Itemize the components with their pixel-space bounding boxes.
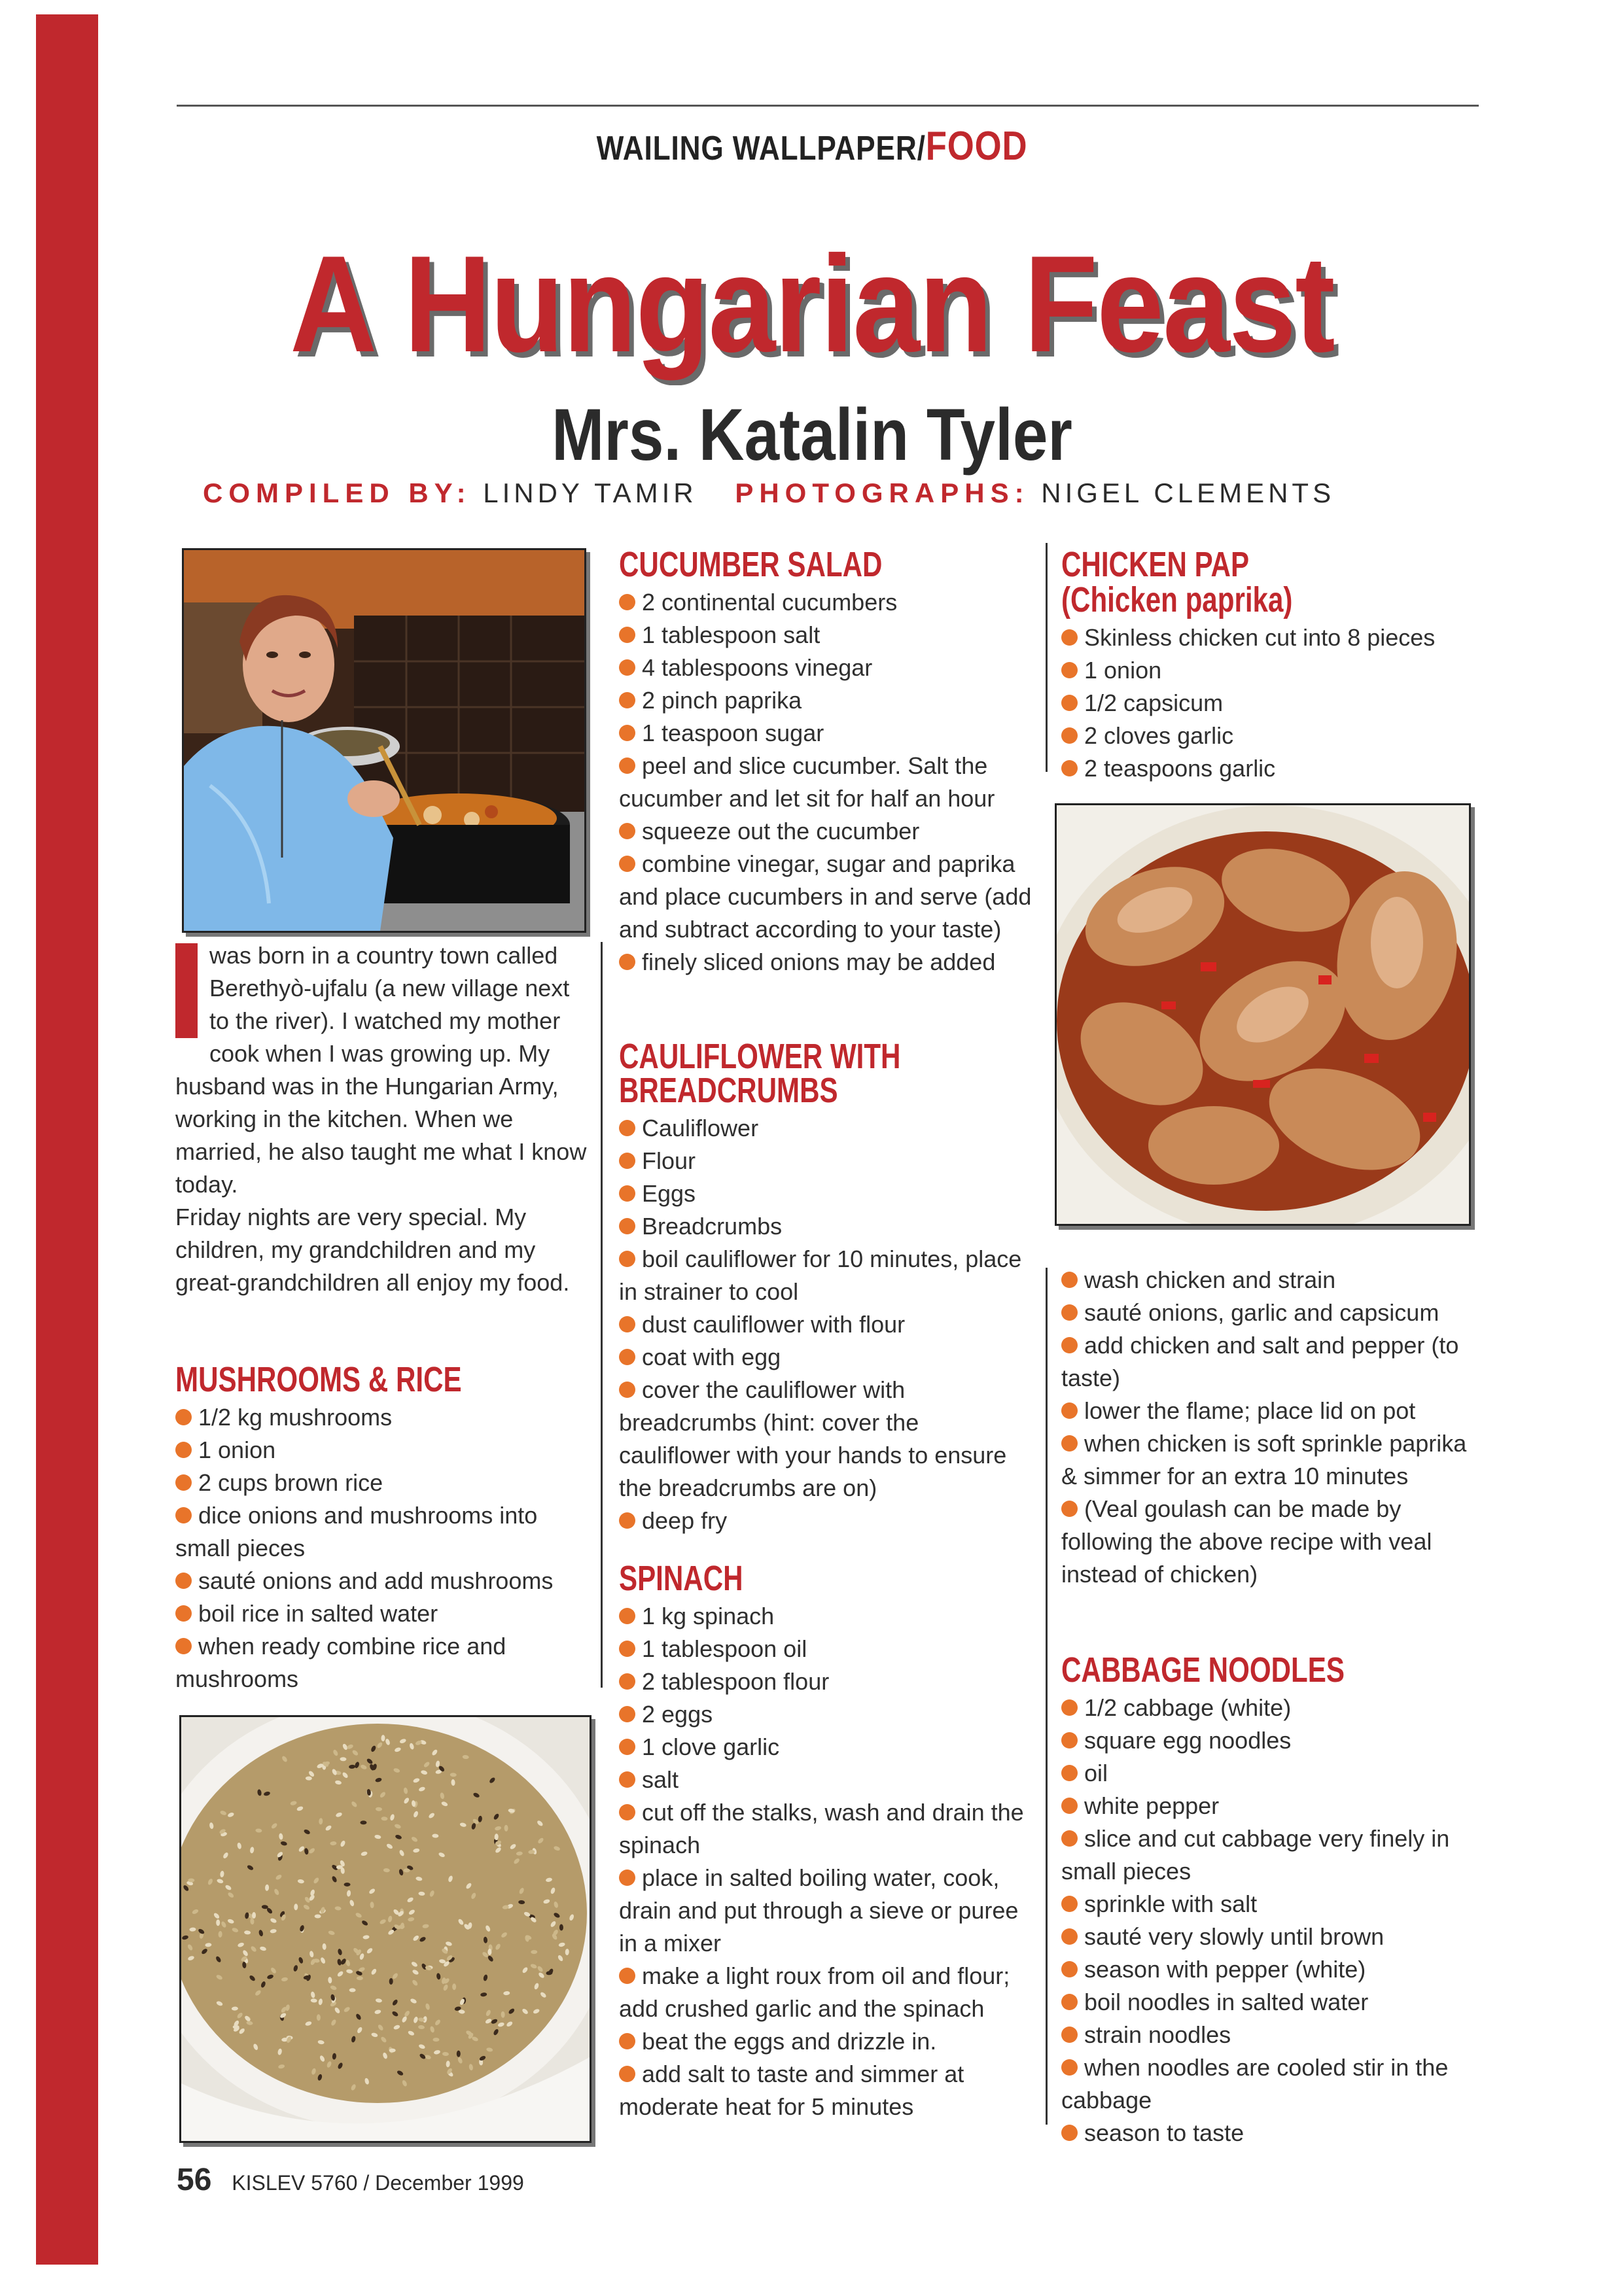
recipe-list-item (1061, 2019, 1480, 2051)
recipe-list-text: peel and slice cucumber. Salt the cucumber and let sit for half an hour (619, 752, 995, 812)
recipe-list-text: season to taste (1084, 2119, 1244, 2146)
recipe-list-item (175, 1565, 594, 1597)
recipe-list-text: squeeze out the cucumber (642, 818, 920, 844)
credits-line (203, 478, 1466, 509)
recipe-list-item (619, 1177, 1035, 1210)
bullet-icon (619, 1120, 635, 1136)
recipe-list-item (619, 946, 1035, 979)
cook-photo (182, 548, 586, 933)
recipe-list-item (619, 750, 1035, 815)
bullet-icon (1061, 1798, 1078, 1814)
recipe-list-text: when noodles are cooled stir in the cabbage (1061, 2054, 1449, 2113)
recipe-title-line-1: CAULIFLOWER WITH (619, 1037, 901, 1076)
recipe-list-item (175, 1401, 594, 1434)
recipe-list-item (175, 1499, 594, 1565)
recipe-list-text: Skinless chicken cut into 8 pieces (1084, 624, 1436, 651)
recipe-list-item (619, 1112, 1035, 1145)
bullet-icon (1061, 1272, 1078, 1288)
recipe-list-text: 2 eggs (642, 1701, 713, 1728)
page-footer (177, 2162, 524, 2198)
recipe-list-text: sauté very slowly until brown (1084, 1923, 1385, 1950)
recipe-list-item (619, 2058, 1035, 2123)
bullet-icon (1061, 1501, 1078, 1517)
rice-photo (179, 1715, 591, 2143)
left-accent-bar (36, 14, 98, 2265)
recipe-list-text: 2 continental cucumbers (642, 589, 898, 616)
recipe-list-item (1061, 1329, 1480, 1395)
recipe-title-line-2: (Chicken paprika) (1061, 580, 1293, 619)
recipe-list-item (175, 1467, 594, 1499)
recipe-list-text: lower the flame; place lid on pot (1084, 1397, 1416, 1424)
bullet-icon (619, 2066, 635, 2082)
recipe-list-text: add salt to taste and simmer at moderate heat for 5 minutes (619, 2061, 964, 2120)
recipe-list-text: 1 onion (1084, 657, 1162, 684)
recipe-list-text: 1/2 kg mushrooms (198, 1404, 393, 1431)
recipe-list-text: Flour (642, 1147, 696, 1174)
recipe-list-text: 1/2 capsicum (1084, 689, 1224, 716)
bullet-icon (1061, 760, 1078, 776)
recipe-list-item (1061, 1790, 1480, 1822)
recipe-list-text: season with pepper (white) (1084, 1956, 1366, 1983)
compiled-by-name: LINDY TAMIR (483, 478, 697, 508)
bullet-icon (619, 1804, 635, 1820)
bullet-icon (175, 1573, 192, 1589)
bullet-icon (619, 1771, 635, 1788)
recipe-list-item (1061, 1757, 1480, 1790)
section-label: WAILING WALLPAPER/ (596, 130, 926, 167)
bullet-icon (1061, 727, 1078, 744)
bullet-icon (1061, 1928, 1078, 1945)
recipe-list-text: coat with egg (642, 1344, 781, 1370)
bullet-icon (619, 757, 635, 774)
recipe-list-text: square egg noodles (1084, 1727, 1292, 1754)
recipe-list-text: sauté onions and add mushrooms (198, 1567, 554, 1594)
recipe-list-text: beat the eggs and drizzle in. (642, 2028, 937, 2055)
recipe-list-item (619, 2025, 1035, 2058)
recipe-list-text: 2 pinch paprika (642, 687, 802, 714)
recipe-list-item (619, 1210, 1035, 1243)
bullet-icon (619, 954, 635, 970)
bullet-icon (619, 1512, 635, 1529)
recipe-list-text: 1/2 cabbage (white) (1084, 1694, 1292, 1721)
recipe-list-item (619, 1308, 1035, 1341)
recipe-list-text: cut off the stalks, wash and drain the spinach (619, 1799, 1024, 1858)
recipe-list-text: dice onions and mushrooms into small pieces (175, 1502, 538, 1561)
recipe-list-text: deep fry (642, 1507, 728, 1534)
recipe-cucumber (619, 547, 1035, 979)
recipe-list-item (1061, 1921, 1480, 1953)
bullet-icon (619, 1316, 635, 1332)
recipe-list-text: 1 kg spinach (642, 1603, 775, 1629)
recipe-list-text: Breadcrumbs (642, 1213, 783, 1240)
recipe-list-text: place in salted boiling water, cook, drain and put through a sieve or puree in a mixer (619, 1864, 1019, 1957)
recipe-list-item (1061, 2117, 1480, 2149)
bullet-icon (619, 1673, 635, 1690)
recipe-title: CUCUMBER SALAD (619, 545, 883, 584)
recipe-list-item (1061, 1953, 1480, 1986)
bullet-icon (1061, 1961, 1078, 1977)
recipe-list-item (1061, 1692, 1480, 1724)
recipe-list-text: combine vinegar, sugar and paprika and place cucumbers in and serve (add and subtract according to your taste) (619, 850, 1032, 943)
bullet-icon (1061, 629, 1078, 646)
recipe-list-text: 1 onion (198, 1436, 276, 1463)
recipe-list-item (619, 1505, 1035, 1537)
bullet-icon (1061, 2059, 1078, 2076)
recipe-list-item (175, 1597, 594, 1630)
recipe-list-item (619, 1862, 1035, 1960)
recipe-list-text: cover the cauliflower with breadcrumbs (hint: cover the cauliflower with your hands to ensure the breadcrumbs are on) (619, 1376, 1007, 1501)
bullet-icon (619, 856, 635, 872)
bullet-icon (619, 692, 635, 708)
recipe-list-item (619, 1341, 1035, 1374)
recipe-list-item (175, 1434, 594, 1467)
recipe-list-text: sprinkle with salt (1084, 1890, 1258, 1917)
bullet-icon (1061, 662, 1078, 678)
chicken-photo (1055, 803, 1471, 1226)
photographs-name: NIGEL CLEMENTS (1041, 478, 1335, 508)
compiled-by-label: COMPILED BY: (203, 478, 472, 508)
column-divider-3 (1046, 1268, 1048, 2125)
bullet-icon (1061, 1402, 1078, 1419)
recipe-list-item (1061, 1822, 1480, 1888)
page-subtitle: Mrs. Katalin Tyler (552, 394, 1072, 476)
intro-paragraph-1: was born in a country town called Berethyò-ujfalu (a new village next to the river). I watched my mother cook when I was growing up. My husband was in the Hungarian Army, working in the kitchen. When we married, he also taught me what I know today. (175, 942, 587, 1198)
bullet-icon (619, 1349, 635, 1365)
recipe-list-text: white pepper (1084, 1792, 1220, 1819)
recipe-list-item (1061, 1493, 1480, 1591)
bullet-icon (619, 659, 635, 676)
recipe-list-item (1061, 1986, 1480, 2019)
recipe-list-text: 2 tablespoon flour (642, 1668, 830, 1695)
recipe-list-text: 1 tablespoon oil (642, 1635, 807, 1662)
recipe-list-item (619, 586, 1035, 619)
recipe-title: SPINACH (619, 1559, 743, 1598)
recipe-cauliflower (619, 1039, 1035, 1537)
recipe-list-item (1061, 1395, 1480, 1427)
recipe-list-item (619, 848, 1035, 946)
bullet-icon (1061, 1830, 1078, 1847)
bullet-icon (1061, 1732, 1078, 1748)
photographs-label: PHOTOGRAPHS: (735, 478, 1030, 508)
bullet-icon (619, 2033, 635, 2049)
recipe-list-text: slice and cut cabbage very finely in small pieces (1061, 1825, 1450, 1885)
page-title: A Hungarian Feast (290, 227, 1334, 381)
bullet-icon (1061, 695, 1078, 711)
bullet-icon (175, 1638, 192, 1654)
bullet-icon (175, 1409, 192, 1425)
recipe-list-item (619, 1633, 1035, 1665)
intro-column (175, 939, 594, 1299)
recipe-list-text: make a light roux from oil and flour; add crushed garlic and the spinach (619, 1962, 1010, 2022)
recipe-list-item (619, 1960, 1035, 2025)
recipe-title-line-1: CHICKEN PAP (1061, 545, 1250, 584)
bullet-icon (619, 1608, 635, 1624)
recipe-list-text: 1 tablespoon salt (642, 621, 821, 648)
recipe-list-text: sauté onions, garlic and capsicum (1084, 1299, 1439, 1326)
bullet-icon (1061, 2026, 1078, 2043)
recipe-list-text: 2 cups brown rice (198, 1469, 383, 1496)
recipe-mushrooms (175, 1362, 594, 1696)
recipe-list-text: Eggs (642, 1180, 696, 1207)
issue-info: KISLEV 5760 / December 1999 (232, 2171, 524, 2195)
recipe-list-text: strain noodles (1084, 2021, 1231, 2048)
recipe-list-text: when chicken is soft sprinkle paprika & simmer for an extra 10 minutes (1061, 1430, 1467, 1489)
bullet-icon (175, 1507, 192, 1523)
bullet-icon (619, 1153, 635, 1169)
recipe-list-text: boil rice in salted water (198, 1600, 438, 1627)
bullet-icon (1061, 1994, 1078, 2010)
recipe-list-text: boil cauliflower for 10 minutes, place in strainer to cool (619, 1245, 1022, 1305)
recipe-list-item (619, 1374, 1035, 1505)
bullet-icon (175, 1474, 192, 1491)
recipe-list-item (1061, 687, 1480, 720)
recipe-list-item (1061, 720, 1480, 752)
bullet-icon (1061, 1304, 1078, 1321)
intro-paragraph-2: Friday nights are very special. My children, my grandchildren and my great-grandchildren all enjoy my food. (175, 1204, 570, 1296)
recipe-list-text: 1 teaspoon sugar (642, 720, 824, 746)
bullet-icon (619, 1739, 635, 1755)
bullet-icon (619, 823, 635, 839)
recipe-list-text: 1 clove garlic (642, 1733, 780, 1760)
bullet-icon (619, 1382, 635, 1398)
recipe-list-text: wash chicken and strain (1084, 1266, 1336, 1293)
column-divider-1 (601, 942, 603, 1688)
recipe-list-text: 4 tablespoons vinegar (642, 654, 873, 681)
recipe-list-item (619, 815, 1035, 848)
recipe-list-text: (Veal goulash can be made by following the above recipe with veal instead of chicken) (1061, 1495, 1432, 1588)
recipe-list-item (1061, 1427, 1480, 1493)
recipe-list-item (1061, 621, 1480, 654)
column-divider-2 (1046, 543, 1048, 772)
recipe-list-text: when ready combine rice and mushrooms (175, 1633, 506, 1692)
recipe-list-item (619, 684, 1035, 717)
recipe-list-item (619, 1243, 1035, 1308)
recipe-list-item (1061, 752, 1480, 785)
bullet-icon (1061, 2125, 1078, 2141)
recipe-list-item (619, 717, 1035, 750)
recipe-list-item (619, 1764, 1035, 1796)
recipe-list-item (619, 1698, 1035, 1731)
bullet-icon (175, 1605, 192, 1622)
bullet-icon (1061, 1337, 1078, 1353)
recipe-list-item (1061, 1264, 1480, 1296)
bullet-icon (1061, 1435, 1078, 1452)
recipe-title: MUSHROOMS & RICE (175, 1360, 462, 1399)
bullet-icon (619, 1641, 635, 1657)
bullet-icon (619, 1870, 635, 1886)
recipe-list-text: 2 teaspoons garlic (1084, 755, 1276, 782)
recipe-list-item (1061, 654, 1480, 687)
bullet-icon (619, 1185, 635, 1202)
recipe-list-text: salt (642, 1766, 679, 1793)
recipe-list-item (1061, 1724, 1480, 1757)
section-food-label: FOOD (925, 124, 1028, 169)
page-number: 56 (177, 2163, 212, 2197)
recipe-chicken-method (1061, 1264, 1480, 1591)
recipe-list-item (175, 1630, 594, 1696)
recipe-list-item (619, 1796, 1035, 1862)
bullet-icon (1061, 1699, 1078, 1716)
bullet-icon (619, 1706, 635, 1722)
recipe-title-line-2: BREADCRUMBS (619, 1071, 838, 1110)
recipe-list-item (619, 652, 1035, 684)
recipe-title: CABBAGE NOODLES (1061, 1650, 1345, 1690)
bullet-icon (619, 1251, 635, 1267)
recipe-list-item (619, 1665, 1035, 1698)
bullet-icon (619, 1218, 635, 1234)
recipe-list-text: dust cauliflower with flour (642, 1311, 906, 1338)
drop-cap-bar (175, 943, 198, 1038)
recipe-list-text: boil noodles in salted water (1084, 1989, 1369, 2015)
recipe-list-item (619, 619, 1035, 652)
recipe-list-item (1061, 2051, 1480, 2117)
bullet-icon (175, 1442, 192, 1458)
bullet-icon (619, 725, 635, 741)
bullet-icon (619, 594, 635, 610)
recipe-cabbage (1061, 1652, 1480, 2149)
recipe-list-text: finely sliced onions may be added (642, 948, 996, 975)
top-rule (177, 105, 1479, 107)
recipe-list-item (1061, 1296, 1480, 1329)
recipe-list-item (619, 1731, 1035, 1764)
recipe-chicken (1061, 547, 1480, 785)
recipe-list-text: 2 cloves garlic (1084, 722, 1234, 749)
bullet-icon (619, 1968, 635, 1984)
section-header (122, 123, 1502, 169)
recipe-list-item (1061, 1888, 1480, 1921)
recipe-list-item (619, 1600, 1035, 1633)
bullet-icon (1061, 1896, 1078, 1912)
recipe-list-text: oil (1084, 1760, 1108, 1786)
bullet-icon (1061, 1765, 1078, 1781)
recipe-spinach (619, 1561, 1035, 2123)
bullet-icon (619, 627, 635, 643)
recipe-list-text: add chicken and salt and pepper (to taste) (1061, 1332, 1459, 1391)
recipe-list-text: Cauliflower (642, 1115, 759, 1141)
recipe-list-item (619, 1145, 1035, 1177)
